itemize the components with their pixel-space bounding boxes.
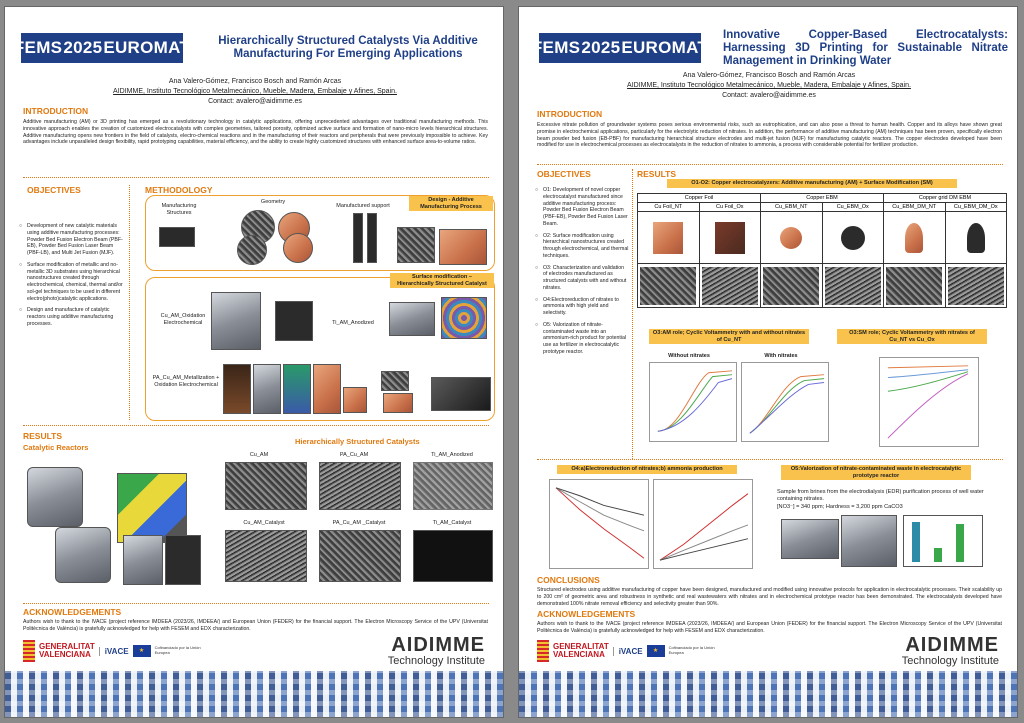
tag-surface: Surface modification – Hierarchically Structured Catalyst [390, 273, 494, 288]
geometry-disc [237, 235, 267, 265]
objective-item: ○ Surface modification of metallic and no-metallic 3D substrates using hierarchical nanostructures created through electrochemical, chemical, thermal and/or sol-gel techniques to be used in different electro(photo)catalytic applications. [21, 262, 123, 303]
objectives-list [537, 187, 629, 361]
sem-label: PA_Cu_AM _Catalyst [332, 520, 386, 526]
generalitat-emblem [23, 640, 35, 662]
cv-plot-with-nitrates [741, 362, 829, 442]
sem-image [225, 530, 307, 582]
support-copper [439, 229, 487, 265]
fems-euromat-logo: FEMS 2025 EUROMAT [21, 33, 183, 63]
table-cell [822, 264, 884, 308]
caption-cu-am: Cu_AM_Oxidation Electrochemical [160, 313, 206, 326]
objectives-heading: OBJECTIVES [537, 169, 591, 179]
tag-o3-sm: O3:SM role; Cyclic Voltammetry with nitrates of Cu_NT vs Cu_Ox [837, 329, 987, 344]
o5-values: [NO3⁻] = 340 ppm; Hardness = 3,200 ppm CaCO3 [777, 504, 903, 510]
table-col: Cu_EBM_DM_NT [884, 203, 946, 212]
electrode-table [637, 193, 1007, 308]
sem-image [225, 462, 307, 510]
decorative-tile-border [519, 671, 1017, 717]
prototype-photo [781, 519, 839, 559]
conclusions-text: Structured electrodes using additive manufacturing of copper have been designed, manufactured and modified using innovative protocols for application in electrocatalytic processes. Their scalability up to 200 cm² of geometric area and robustness in synthetic and real wastewaters with nitrates and in electrochemical prototype reactor has been demonstrated. The electrocatalysts developed have demonstrated 100% nitrate removal efficiency and selectivity greater than 90%. [537, 587, 1002, 607]
objectives-heading: OBJECTIVES [27, 185, 81, 195]
caption-manufacturing-structures: Manufacturing Structures [161, 203, 197, 216]
intro-heading: INTRODUCTION [537, 109, 603, 119]
caption-geometry: Geometry [260, 199, 286, 205]
sem-label: Ti_AM_Catalyst [432, 520, 472, 526]
photo-ti-samples [441, 297, 487, 339]
fems-euromat-logo: FEMS 2025 EUROMAT [539, 33, 701, 63]
intro-text: Additive manufacturing (AM) or 3D printing has emerged as a revolutionary technology in catalytic applications, offering unprecedented advantages over traditional manufacturing methods. This innovative approach enables the creation of customized electrocatalysts with complex geometries, tailored porosity, optimized active surface and formation of nano-micro levels hierarchical structures. Additive manufacturing opens new frontiers in the field of catalysts, electro-chemical reactions and in the manufacturing of their reactors and peripherals that were previously impossible to achieve. Key advantages include unparalleled design flexibility, rapid prototyping capabilities, material efficiency, and the ability to create highly customized structures with enhanced surface area-to-volume ratios. [23, 119, 488, 146]
aidimme-logo: AIDIMME Technology Institute [901, 633, 999, 667]
objective-item: ○ Design and manufacture of catalytic reactors using additive manufacturing processes. [21, 307, 123, 327]
photo-pa [223, 364, 251, 414]
reactor-photo [123, 535, 163, 585]
poster-title: Innovative Copper-Based Electrocatalysts: Harnessing 3D Printing for Sustainable Nitrate Management in Drinking Water [723, 29, 1008, 68]
eu-flag-icon: ★ [647, 645, 665, 657]
eu-flag-icon: ★ [133, 645, 151, 657]
photo-mesh [381, 371, 409, 391]
cv-title: Without nitrates [668, 353, 710, 359]
cv-plot-nt-vs-ox [879, 357, 979, 447]
table-cell [761, 264, 823, 308]
divider [537, 459, 1003, 460]
tag-o3-am: O3:AM role; Cyclic Voltammetry with and without nitrates of Cu_NT [649, 329, 809, 344]
photo-pa [253, 364, 281, 414]
affiliation: AIDIMME, Instituto Tecnológico Metalmecánico, Mueble, Madera, Embalaje y Afines, Spain. [113, 88, 397, 96]
support-image [353, 213, 363, 263]
aidimme-logo: AIDIMME Technology Institute [387, 633, 485, 667]
generalitat-logo: GENERALITAT VALENCIANA [553, 641, 609, 659]
ack-text: Authors wish to thank to the IVACE (project reference IMDEEA (2023/26, IMDEEA/) and European Union (FEDER) for the financial support. The Electron Microscopy Service of the UPV (Universitat Politècnica de València) is gratefully acknowledged for help with FESEM and EDX characterization. [537, 621, 1002, 634]
objective-item: ○ Development of new catalytic materials using additive manufacturing processes: Powder Bed Fusion Electron Beam (PBF-EB), Powder Bed Fusion Laser Beam (PBF-LB), and Multi Jet Fusion (MJF). [21, 223, 123, 257]
affiliation: AIDIMME, Instituto Tecnológico Metalmecánico, Mueble, Madera, Embalaje y Afines, Spain. [627, 82, 911, 90]
author-block [105, 77, 405, 107]
divider [23, 177, 489, 178]
poster-electrocatalysts [518, 6, 1018, 718]
decorative-tile-border [5, 671, 503, 717]
ack-heading: ACKNOWLEDGEMENTS [537, 609, 636, 619]
generalitat-logo: GENERALITAT VALENCIANA [39, 641, 95, 659]
ivace-logo: iVACE [613, 647, 643, 656]
caption-pa-cu: PA_Cu_AM_Metallization + Oxidation Electrochemical [152, 375, 220, 388]
sem-image [413, 462, 493, 510]
reactor-photo [27, 467, 83, 527]
caption-ti-am: Ti_AM_Anodized [332, 320, 374, 326]
contact: Contact: avalero@aidimme.es [208, 98, 302, 106]
intro-text: Excessive nitrate pollution of groundwater systems poses serious environmental risks, such as eutrophication, and can also pose a threat to human health. Copper and its alloys have shown great promise in electrochemical applications, particularly for the electrolytic reduction of nitrates. In addition, the performance of additive manufacturing (AM) techniques has been proven, specifically electron beam powder bed fusion (EB-PBF) for manufacturing hierarchical structure electrodes and multi-jet fusion (MJF) for manufacturing catalytic reactors. The copper electrodes developed have been modified for use in electrochemical processes as electrocatalysts in the reduction of nitrates to ammonia, a process with considerable potential for fertilizer production. [537, 122, 1002, 149]
sem-label: Cu_AM [249, 452, 269, 458]
support-grid [397, 227, 435, 263]
geometry-disc-copper [283, 233, 313, 263]
nitrate-electroreduction-plot [549, 479, 649, 569]
results-heading: RESULTS [23, 431, 63, 441]
sem-image [319, 462, 401, 510]
structures-image [159, 227, 195, 247]
tag-design: Design - Additive Manufacturing Process [409, 196, 493, 211]
ack-heading: ACKNOWLEDGEMENTS [23, 607, 122, 617]
table-cell [884, 212, 946, 264]
table-col: Cu Foil_Ox [699, 203, 761, 212]
divider-vertical [129, 185, 130, 420]
generalitat-emblem [537, 640, 549, 662]
poster-title: Hierarchically Structured Catalysts Via Additive Manufacturing For Emerging Applications [218, 35, 478, 61]
poster-catalysts [4, 6, 504, 718]
objective-item: ○ O3: Characterization and validation of electrodes manufactured as structured catalysts with and without nitrates. [537, 265, 629, 292]
tag-o5: O5:Valorization of nitrate-contaminated waste in electrocatalytic prototype reactor [781, 465, 971, 480]
contact: Contact: avalero@aidimme.es [722, 92, 816, 100]
sem-label: Ti_AM_Anodized [431, 452, 473, 458]
authors: Ana Valero-Gómez, Francisco Bosch and Ramón Arcas [168, 78, 342, 85]
intro-heading: INTRODUCTION [23, 106, 89, 116]
photo-mesh-copper [383, 393, 413, 413]
table-cell [822, 212, 884, 264]
table-group: Copper grid DM EBM [884, 194, 1007, 203]
objective-item: ○ O1: Development of novel copper electrocatalyst manufactured since additive manufacturing process: Powder Bed Fusion Electron Beam (PBF-EB), Powder Bed Fusion Laser Beam. [537, 187, 629, 228]
sem-image [413, 530, 493, 582]
table-cell [884, 264, 946, 308]
sem-label: PA_Cu_AM [339, 452, 369, 458]
support-image [367, 213, 377, 263]
ammonia-production-plot [653, 479, 753, 569]
hsc-heading: Hierarchically Structured Catalysts [295, 437, 420, 446]
caption-manufactured-support: Manufactured support [336, 203, 390, 209]
ack-text: Authors wish to thank to the IVACE (project reference IMDEEA (2023/26, IMDEEA/) and European Union (FEDER) for the financial support. The Electron Microscopy Service of the UPV (Universitat Politècnica de València) is gratefully acknowledged for help with FESEM and EDX characterization. [23, 619, 488, 632]
sem-image [319, 530, 401, 582]
photo-cell [211, 292, 261, 350]
table-col: Cu_EBM_Ox [822, 203, 884, 212]
methodology-heading: METHODOLOGY [145, 185, 213, 195]
table-cell [699, 264, 761, 308]
photo-pa [343, 387, 367, 413]
photo-electrode [275, 301, 313, 341]
author-block [619, 71, 919, 101]
divider [23, 603, 489, 604]
o5-text: Sample from brines from the electrodialysis (EDR) purification process of well water containing nitrates. [777, 489, 984, 503]
table-col: Cu Foil_NT [638, 203, 700, 212]
objective-item: ○ O4:Electroreduction of nitrates to ammonia with high yield and selectivity. [537, 297, 629, 317]
table-cell [638, 212, 700, 264]
funders [537, 635, 719, 667]
authors: Ana Valero-Gómez, Francisco Bosch and Ramón Arcas [682, 72, 856, 79]
divider-vertical [632, 169, 633, 459]
tag-o1o2: O1-O2: Copper electrocatalyzers: Additive manufacturing (AM) + Surface Modification (SM) [667, 179, 957, 188]
reactors-heading: Catalytic Reactors [23, 443, 89, 452]
bar-chart-image [903, 515, 983, 567]
objectives-list [21, 223, 123, 333]
table-cell [699, 212, 761, 264]
photo-anodizing [389, 302, 435, 336]
cv-plot-without-nitrates [649, 362, 737, 442]
conclusions-heading: CONCLUSIONS [537, 575, 600, 585]
reactor-photo [55, 527, 111, 583]
divider [23, 425, 489, 426]
cv-title: With nitrates [764, 353, 798, 359]
results-heading: RESULTS [637, 169, 677, 179]
table-cell [945, 264, 1007, 308]
table-group: Copper EBM [761, 194, 884, 203]
photo-pa [283, 364, 311, 414]
eu-cofunded-text: Cofinanciado por la Unión Europea [154, 645, 201, 655]
table-cell [761, 212, 823, 264]
table-col: Cu_EBM_NT [761, 203, 823, 212]
ivace-logo: iVACE [99, 647, 129, 656]
objective-item: ○ O2: Surface modification using hierarchical nanostructures created through electrochemical, and thermal techniques. [537, 233, 629, 260]
table-group: Copper Foil [638, 194, 761, 203]
table-col: Cu_EBM_DM_Ox [945, 203, 1007, 212]
reactor-exploded-view [117, 473, 187, 543]
divider [537, 164, 1003, 165]
eu-cofunded-text: Cofinanciado por la Unión Europea [668, 645, 715, 655]
sem-label: Cu_AM_Catalyst [243, 520, 285, 526]
tag-o4: O4:a)Electroreduction of nitrates;b) ammonia production [557, 465, 737, 474]
photo-plate [431, 377, 491, 411]
reactor-photo [165, 535, 201, 585]
funders [23, 635, 205, 667]
table-cell [638, 264, 700, 308]
photo-pa [313, 364, 341, 414]
table-cell [945, 212, 1007, 264]
prototype-photo [841, 515, 897, 567]
objective-item: ○ O5: Valorization of nitrate-contaminated waste into an ammonium-rich product for potential use as fertilizer in electrocatalytic prototype reactor. [537, 322, 629, 356]
